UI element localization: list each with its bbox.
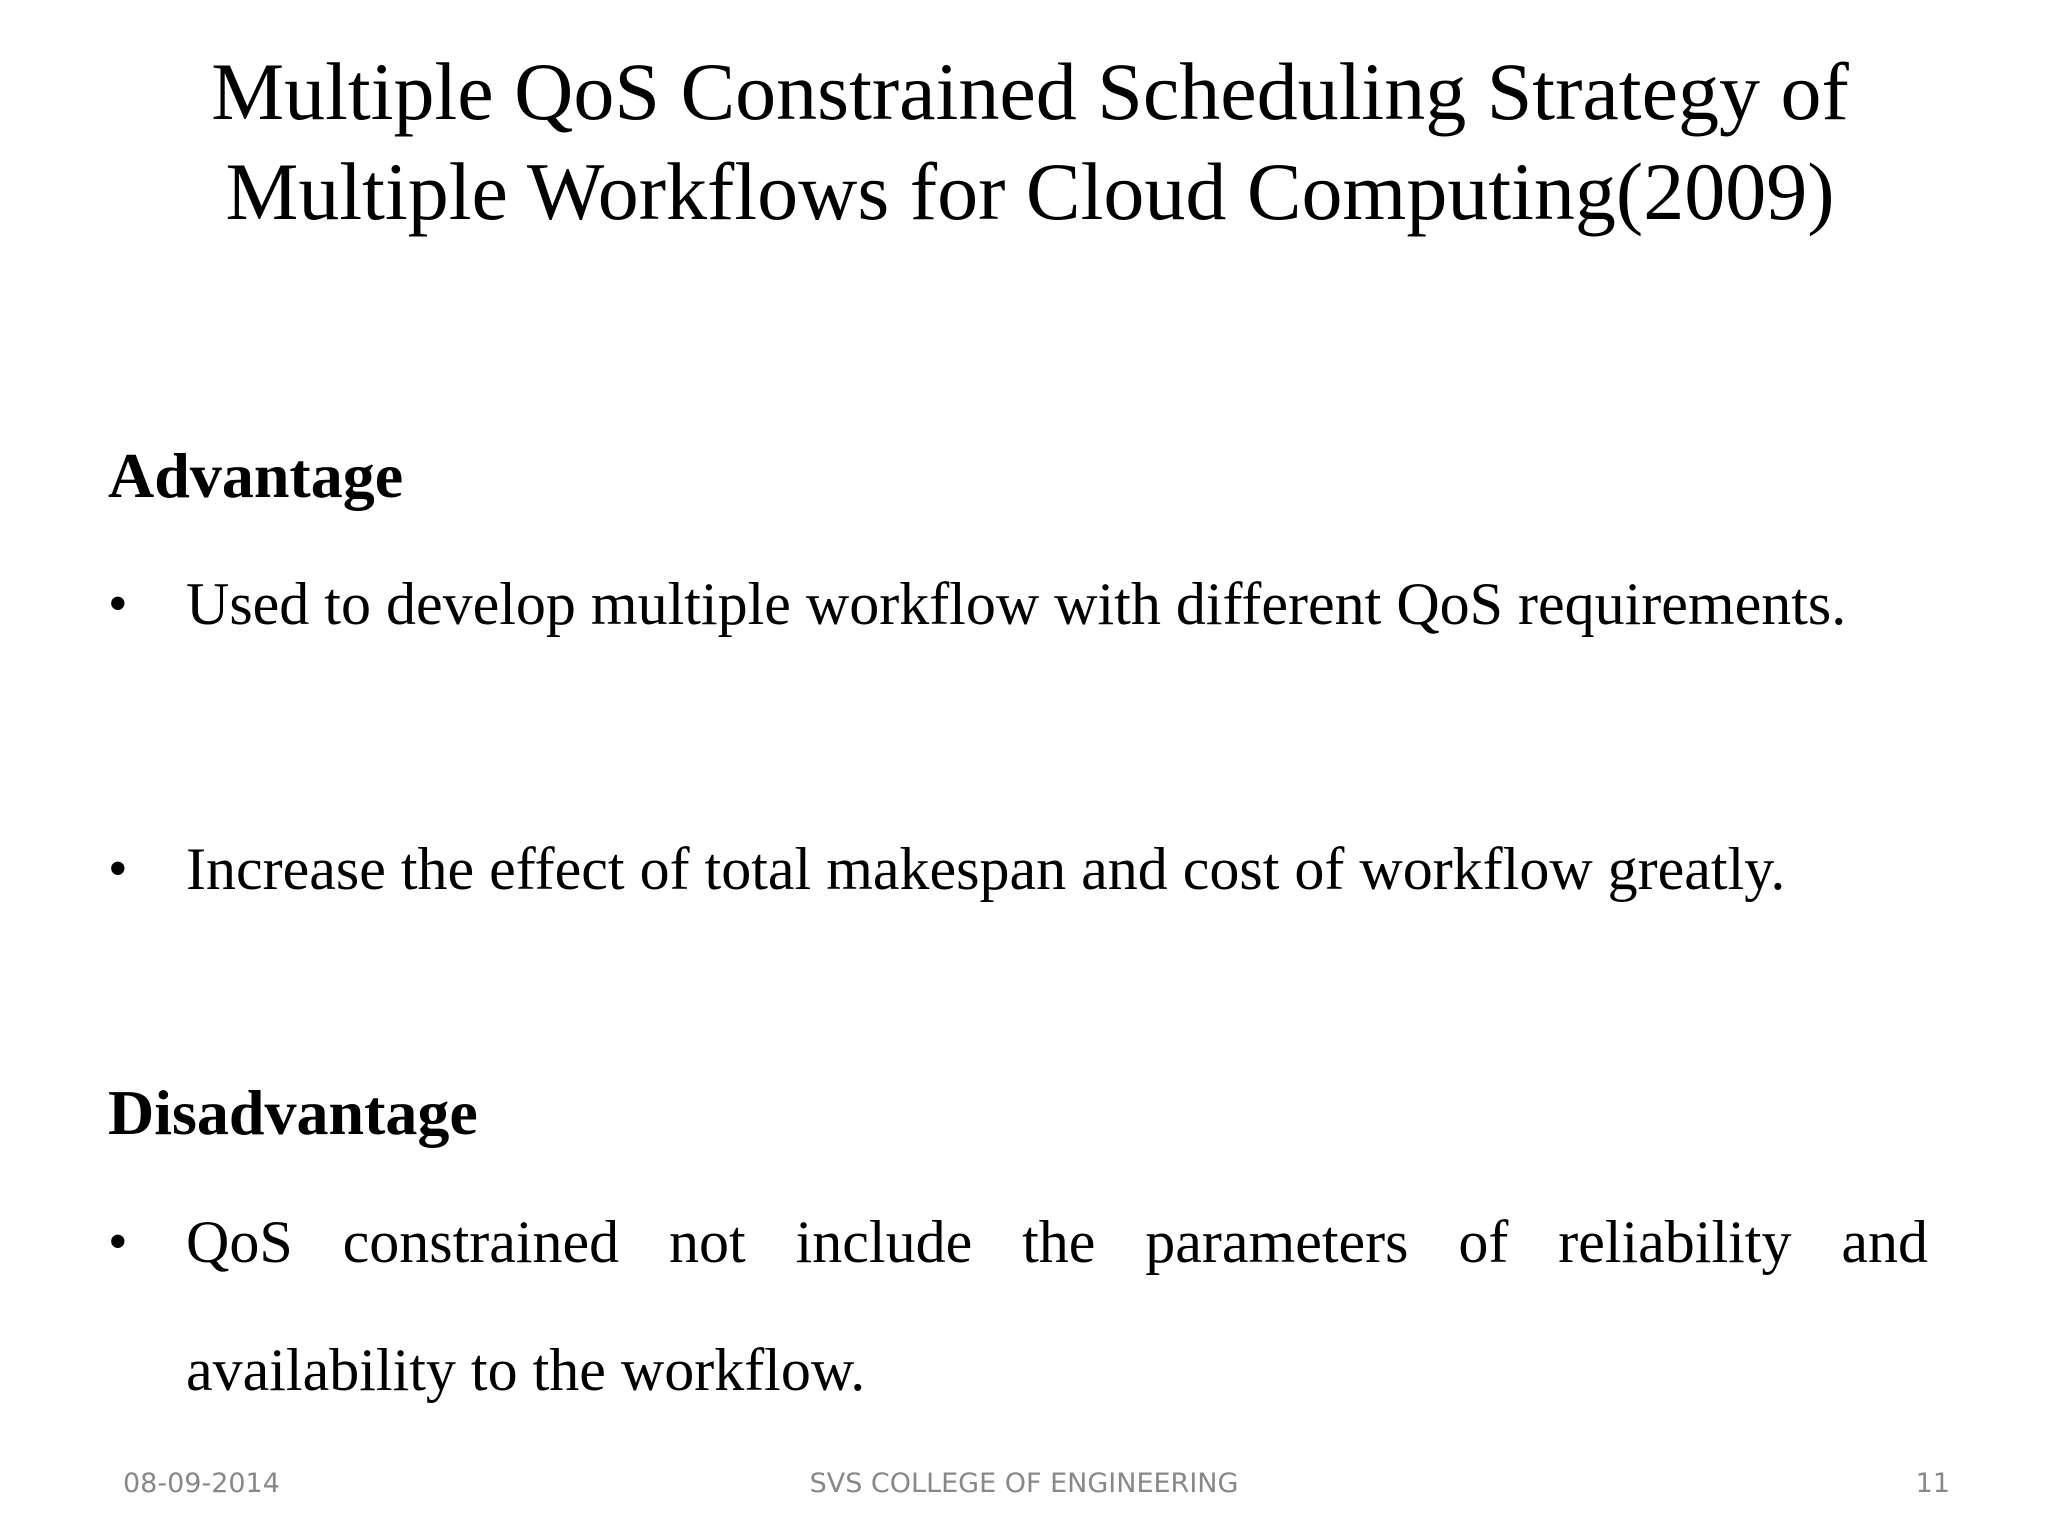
advantage-bullet-2	[108, 805, 1928, 933]
bullet-dot-icon: •	[108, 838, 128, 900]
disadvantage-bullet-1	[108, 1178, 1928, 1434]
bullet-dot-icon: •	[108, 573, 128, 635]
disadvantage-heading: Disadvantage	[108, 1077, 478, 1148]
bullet-text: Increase the effect of total makespan and cost of workflow greatly.	[186, 836, 1786, 902]
advantage-heading: Advantage	[108, 440, 404, 511]
slide-title-line-1: Multiple QoS Constrained Scheduling Strategy of	[211, 46, 1849, 137]
bullet-text: QoS constrained not include the parameters of reliability and availability to the workflow.	[186, 1209, 1928, 1403]
footer-date: 08-09-2014	[123, 1468, 280, 1499]
footer-page-number: 11	[1915, 1468, 1950, 1499]
slide-title	[120, 42, 1940, 242]
bullet-text: Used to develop multiple workflow with different QoS requirements.	[186, 571, 1847, 637]
bullet-dot-icon: •	[108, 1211, 128, 1273]
footer-institution: SVS COLLEGE OF ENGINEERING	[809, 1468, 1239, 1499]
advantage-bullet-1	[108, 540, 1928, 668]
slide-title-line-2: Multiple Workflows for Cloud Computing(2009)	[225, 146, 1835, 237]
